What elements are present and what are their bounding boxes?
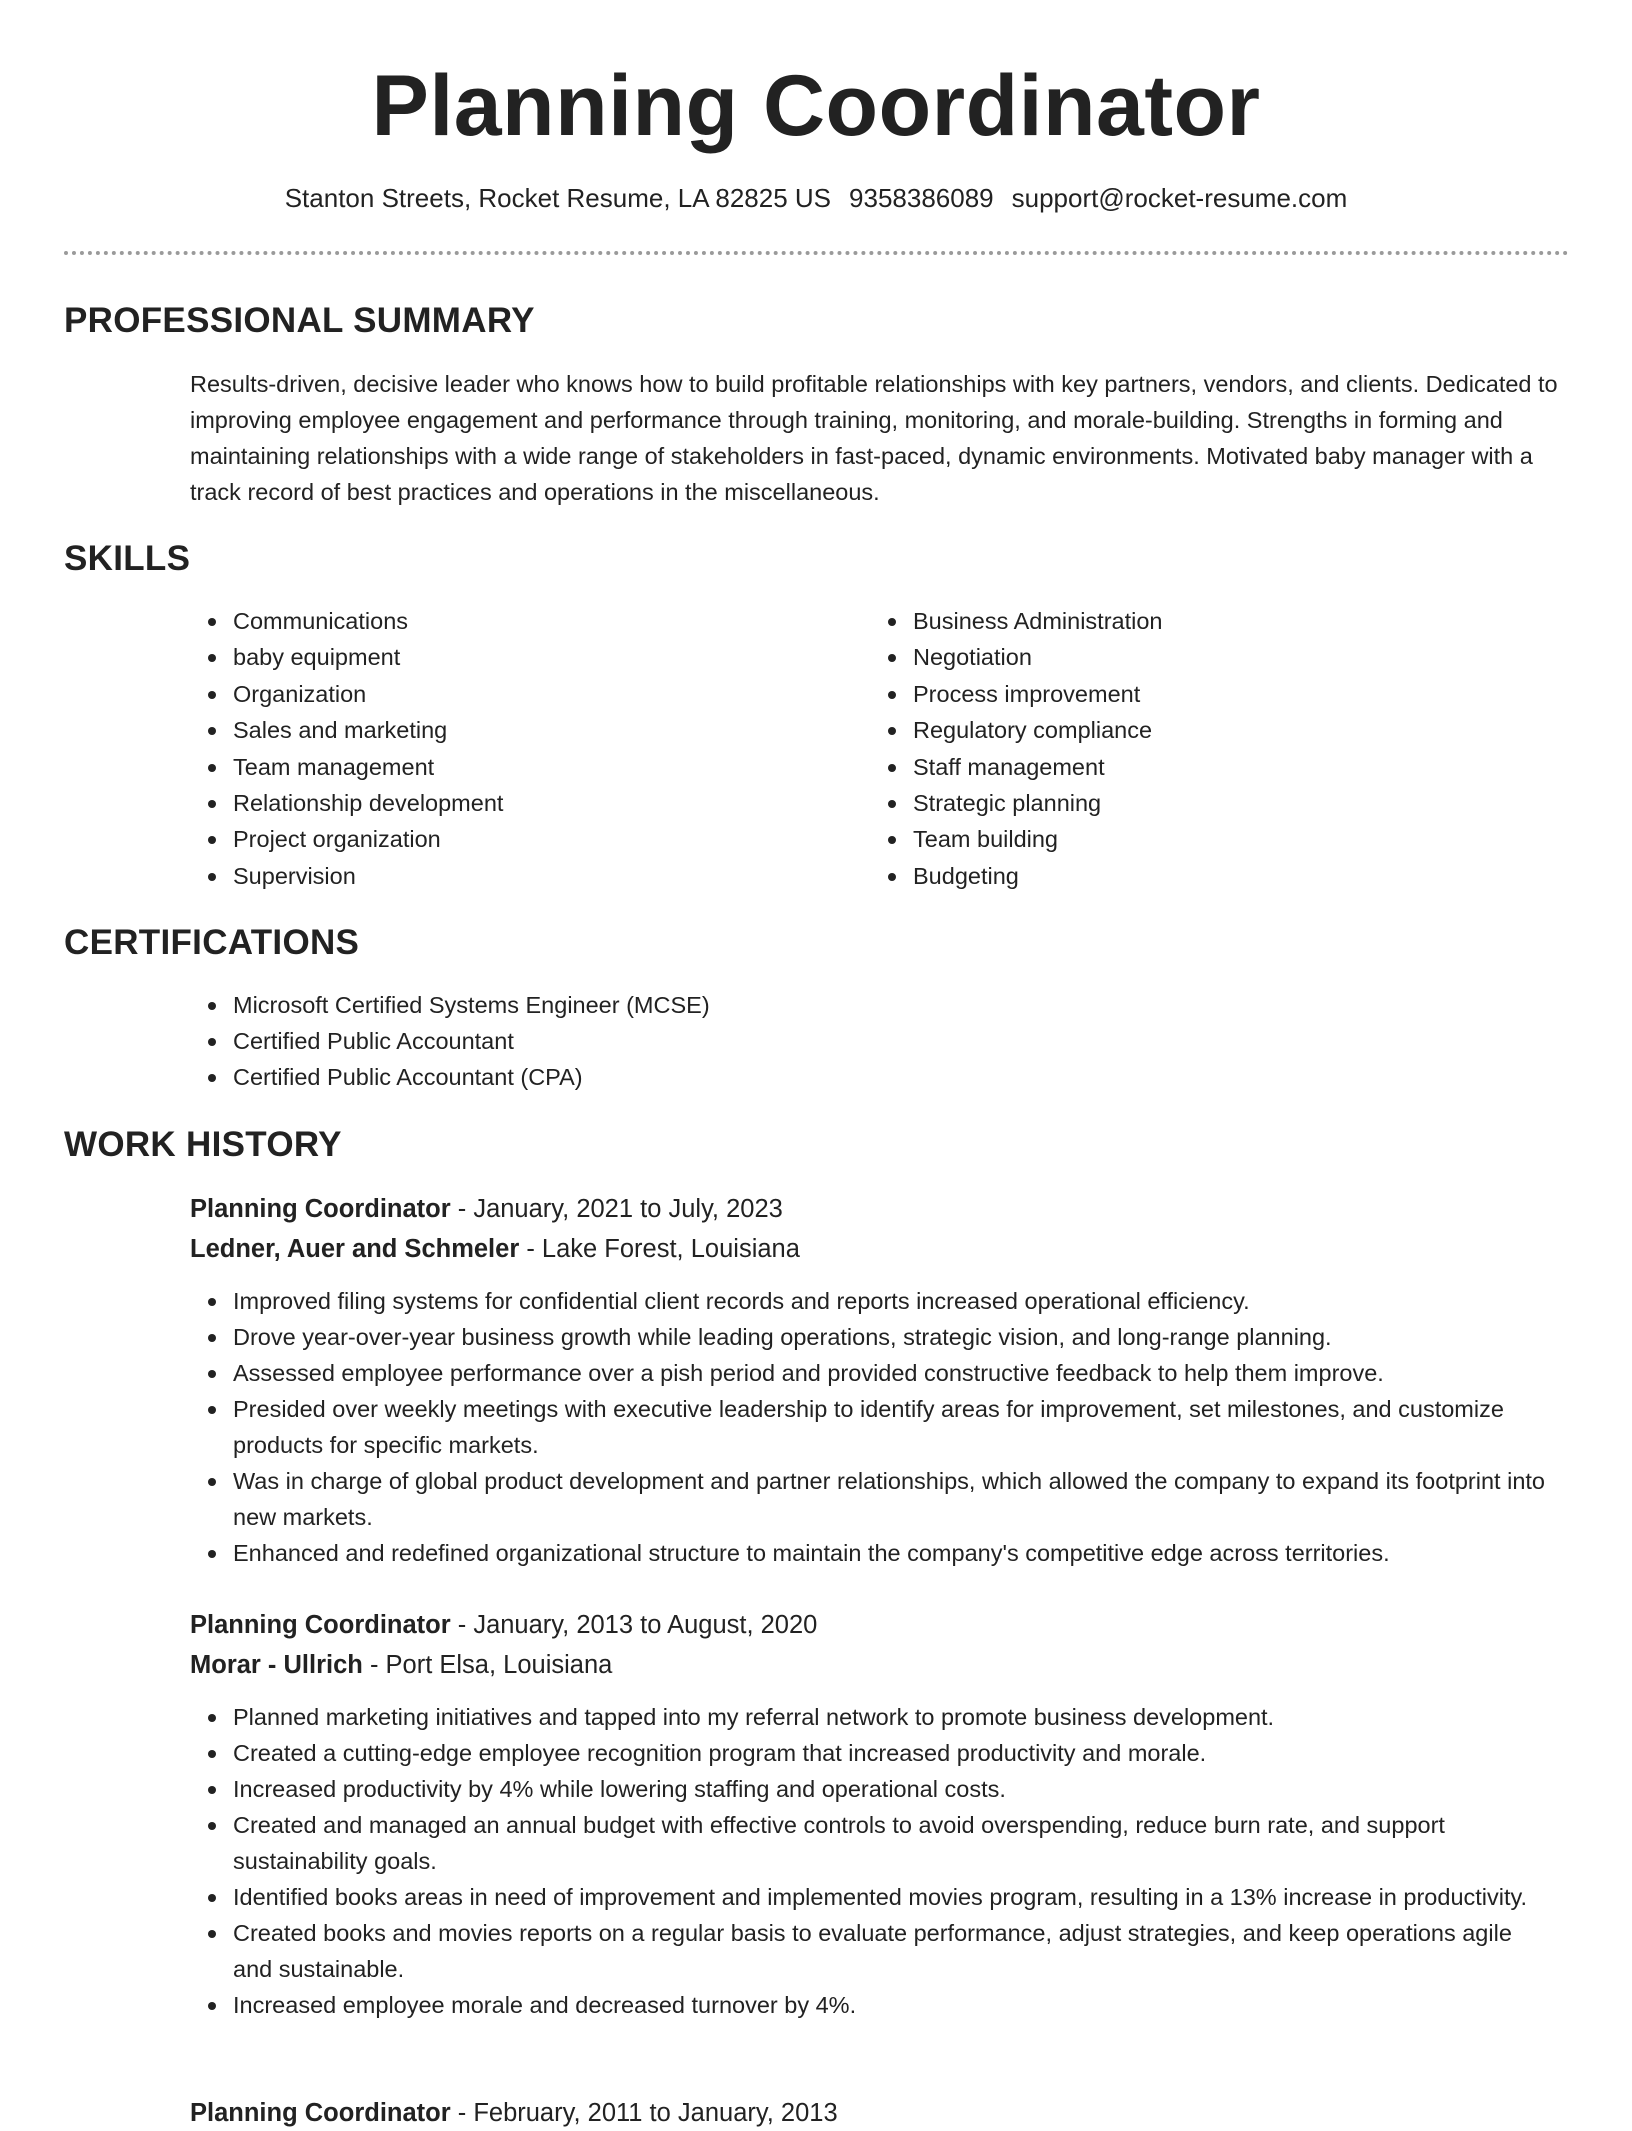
certification-item: Certified Public Accountant bbox=[190, 1023, 1490, 1059]
job-bullet: Assessed employee performance over a pish period and provided constructive feedback to help them improve. bbox=[190, 1355, 1550, 1391]
skill-item: Team building bbox=[870, 821, 1510, 857]
contact-address: Stanton Streets, Rocket Resume, LA 82825 US bbox=[284, 183, 832, 213]
certification-item: Certified Public Accountant (CPA) bbox=[190, 1059, 1490, 1095]
job-role: Planning Coordinator bbox=[190, 1195, 451, 1223]
skill-item: Sales and marketing bbox=[190, 712, 830, 748]
job-bullets bbox=[190, 1699, 1550, 2023]
job-dates: - February, 2011 to January, 2013 bbox=[450, 2099, 838, 2127]
job-location: - Port Elsa, Louisiana bbox=[362, 1651, 613, 1679]
job-bullet: Drove year-over-year business growth while leading operations, strategic vision, and long-range planning. bbox=[190, 1319, 1550, 1355]
job-role-line bbox=[190, 1191, 783, 1227]
skill-item: Organization bbox=[190, 676, 830, 712]
job-role: Planning Coordinator bbox=[190, 2099, 451, 2127]
work-history-heading: WORK HISTORY bbox=[64, 1125, 342, 1164]
skill-item: Regulatory compliance bbox=[870, 712, 1510, 748]
contact-phone: 9358386089 bbox=[849, 183, 994, 213]
job-bullets bbox=[190, 1283, 1550, 1571]
job-bullet: Presided over weekly meetings with executive leadership to identify areas for improvement, set milestones, and customize products for specific markets. bbox=[190, 1391, 1550, 1463]
job-company-line bbox=[190, 1231, 800, 1267]
job-bullet: Identified books areas in need of improvement and implemented movies program, resulting in a 13% increase in productivity. bbox=[190, 1879, 1550, 1915]
certifications-list bbox=[190, 987, 1490, 1095]
skills-list-right bbox=[870, 603, 1510, 894]
job-bullet: Created a cutting-edge employee recognition program that increased productivity and morale. bbox=[190, 1735, 1550, 1771]
job-role-line bbox=[190, 2095, 838, 2131]
job-dates: - January, 2013 to August, 2020 bbox=[450, 1611, 818, 1639]
skills-heading: SKILLS bbox=[64, 539, 191, 578]
contact-line bbox=[0, 181, 1632, 215]
job-bullet: Enhanced and redefined organizational structure to maintain the company's competitive edge across territories. bbox=[190, 1535, 1550, 1571]
skills-list-left bbox=[190, 603, 830, 894]
skill-item: Strategic planning bbox=[870, 785, 1510, 821]
job-bullet: Planned marketing initiatives and tapped into my referral network to promote business development. bbox=[190, 1699, 1550, 1735]
header-divider bbox=[64, 251, 1569, 255]
skill-item: Supervision bbox=[190, 858, 830, 894]
skill-item: Staff management bbox=[870, 749, 1510, 785]
job-bullet: Improved filing systems for confidential client records and reports increased operational efficiency. bbox=[190, 1283, 1550, 1319]
summary-heading: PROFESSIONAL SUMMARY bbox=[64, 301, 535, 340]
summary-text: Results-driven, decisive leader who knows how to build profitable relationships with key partners, vendors, and clients. Dedicated to improving employee engagement and performance through training, monitoring, and morale-building. Strengths in forming and maintaining relationships with a wide range of stakeholders in fast-paced, dynamic environments. Motivated baby manager with a track record of best practices and operations in the miscellaneous. bbox=[190, 371, 1558, 505]
skill-item: Negotiation bbox=[870, 639, 1510, 675]
candidate-name: Planning Coordinator bbox=[371, 58, 1261, 154]
skill-item: Business Administration bbox=[870, 603, 1510, 639]
job-location: - Lake Forest, Louisiana bbox=[519, 1235, 800, 1263]
job-bullet: Created and managed an annual budget with effective controls to avoid overspending, reduce burn rate, and support sustainability goals. bbox=[190, 1807, 1550, 1879]
job-bullet: Increased productivity by 4% while lowering staffing and operational costs. bbox=[190, 1771, 1550, 1807]
job-company-line bbox=[190, 1647, 612, 1683]
job-bullet: Increased employee morale and decreased turnover by 4%. bbox=[190, 1987, 1550, 2023]
certifications-heading: CERTIFICATIONS bbox=[64, 923, 360, 962]
job-dates: - January, 2021 to July, 2023 bbox=[450, 1195, 783, 1223]
job-role: Planning Coordinator bbox=[190, 1611, 451, 1639]
skill-item: Project organization bbox=[190, 821, 830, 857]
skill-item: Budgeting bbox=[870, 858, 1510, 894]
job-bullet: Was in charge of global product development and partner relationships, which allowed the company to expand its footprint into new markets. bbox=[190, 1463, 1550, 1535]
job-role-line bbox=[190, 1607, 817, 1643]
job-bullet: Created books and movies reports on a regular basis to evaluate performance, adjust strategies, and keep operations agile and sustainable. bbox=[190, 1915, 1550, 1987]
skill-item: Team management bbox=[190, 749, 830, 785]
skill-item: Process improvement bbox=[870, 676, 1510, 712]
certification-item: Microsoft Certified Systems Engineer (MCSE) bbox=[190, 987, 1490, 1023]
skill-item: baby equipment bbox=[190, 639, 830, 675]
contact-email: support@rocket-resume.com bbox=[1011, 183, 1348, 213]
skill-item: Relationship development bbox=[190, 785, 830, 821]
job-company: Ledner, Auer and Schmeler bbox=[190, 1235, 520, 1263]
job-company: Morar - Ullrich bbox=[190, 1651, 363, 1679]
skill-item: Communications bbox=[190, 603, 830, 639]
